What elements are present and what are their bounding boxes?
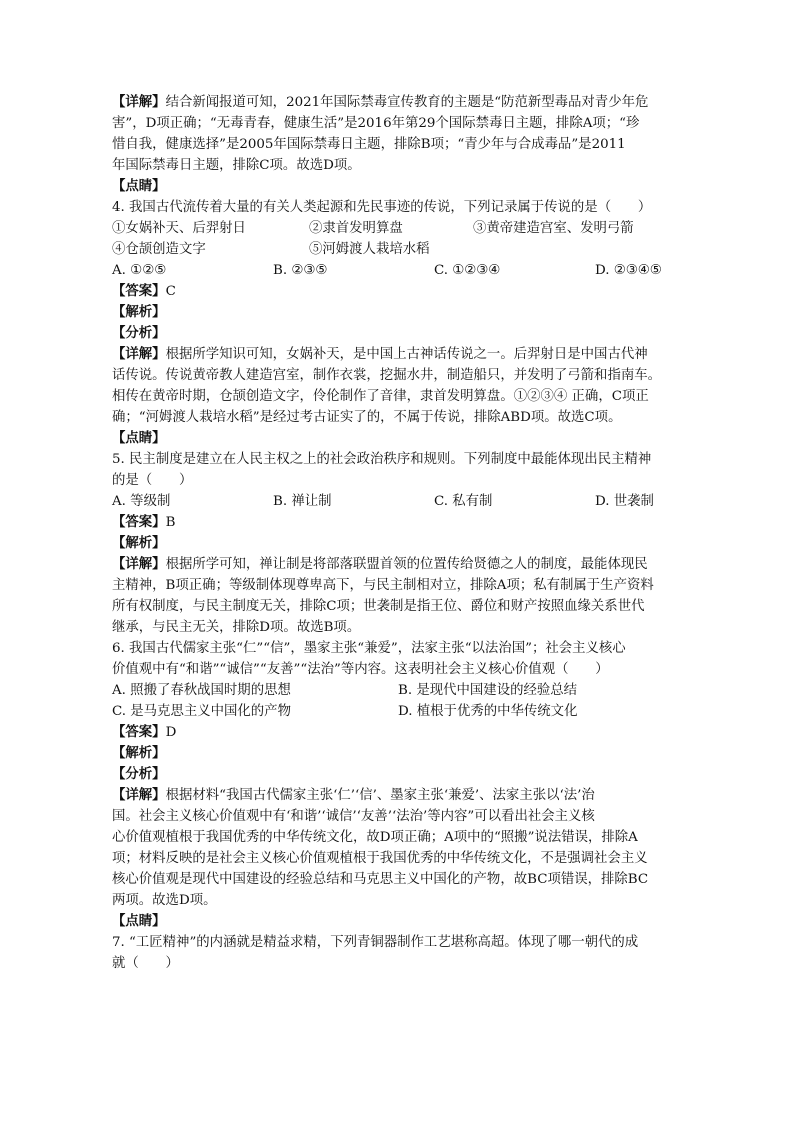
detail-tag: 【详解】 [112, 557, 166, 572]
detail-text: 国。社会主义核心价值观中有‘和谐’‘诚信’‘友善’‘法治’等内容”可以看出社会主义核 [112, 809, 595, 824]
question-stem: 价值观中有“和谐”“诚信”“友善”“法治”等内容。这表明社会主义核心价值观（ ） [112, 662, 609, 677]
option-a: A. 等级制 [112, 494, 171, 509]
option-b: B. 是现代中国建设的经验总结 [398, 683, 578, 698]
answer-value: D [165, 725, 177, 740]
detail-text: 两项。故选D项。 [112, 893, 217, 908]
option-b: B. ②③⑤ [273, 263, 328, 278]
question-stem: 就（ ） [112, 956, 179, 971]
question-stem: 4. 我国古代流传着大量的有关人类起源和先民事迹的传说，下列记录属于传说的是（ ） [112, 200, 652, 215]
option-b: B. 禅让制 [273, 494, 332, 509]
document-page [112, 92, 684, 974]
question-4 [112, 197, 684, 449]
detail-text: 核心价值观是现代中国建设的经验总结和马克思主义中国化的产物，故BC项错误，排除BC [112, 872, 649, 887]
comment-tag: 【点睛】 [112, 914, 166, 929]
analysis-tag: 【解析】 [112, 746, 166, 761]
statement-items-row [112, 218, 684, 239]
answer-options [112, 491, 684, 512]
question-stem: 6. 我国古代儒家主张“仁”“信”，墨家主张“兼爱”，法家主张“以法治国”；社会主义核心 [112, 641, 626, 656]
detail-text: 害”，D项正确；“无毒青春，健康生活”是2016年第29个国际禁毒日主题，排除A项；“珍 [112, 116, 640, 131]
detail-text: 惜自我，健康选择”是2005年国际禁毒日主题，排除B项；“青少年与合成毒品”是2011 [112, 137, 626, 152]
detail-text: 项；材料反映的是社会主义核心价值观植根于我国优秀的中华传统文化，不是强调社会主义 [112, 851, 648, 866]
option-c: C. 是马克思主义中国化的产物 [112, 704, 291, 719]
analysis-tag: 【解析】 [112, 536, 166, 551]
question-6 [112, 638, 684, 932]
detail-text: 结合新闻报道可知，2021年国际禁毒宣传教育的主题是“防范新型毒品对青少年危 [165, 95, 649, 110]
option-c: C. 私有制 [434, 494, 493, 509]
detail-tag: 【详解】 [112, 788, 166, 803]
option-d: D. 植根于优秀的中华传统文化 [398, 704, 578, 719]
statement-items-row [112, 239, 684, 260]
detail-text: 主精神，B项正确；等级制体现尊卑高下，与民主制相对立，排除A项；私有制属于生产资料 [112, 578, 654, 593]
analysis-tag: 【解析】 [112, 305, 166, 320]
comment-tag: 【点睛】 [112, 431, 166, 446]
question-stem: 5. 民主制度是建立在人民主权之上的社会政治秩序和规则。下列制度中最能体现出民主精神 [112, 452, 652, 467]
detail-text: 所有权制度，与民主制度无关，排除C项；世袭制是指王位、爵位和财产按照血缘关系世代 [112, 599, 645, 614]
detail-text: 根据所学知识可知，女娲补天，是中国上古神话传说之一。后羿射日是中国古代神 [165, 347, 648, 362]
option-c: C. ①②③④ [434, 263, 501, 278]
answer-options [112, 260, 684, 281]
comment-tag: 【点睛】 [112, 179, 166, 194]
detail-text: 相传在黄帝时期，仓颉创造文字，伶伦制作了音律，隶首发明算盘。①②③④ 正确，C项正 [112, 389, 649, 404]
answer-tag: 【答案】 [112, 725, 166, 740]
answer-options [112, 701, 684, 722]
detail-text: 根据材料“我国古代儒家主张‘仁’‘信’、墨家主张‘兼爱’、法家主张以‘法’治 [165, 788, 595, 803]
answer-options [112, 680, 684, 701]
question-stem: 7. “工匠精神”的内涵就是精益求精，下列青铜器制作工艺堪称高超。体现了哪一朝代的成 [112, 935, 639, 950]
detail-tag: 【详解】 [112, 347, 166, 362]
statement-item: ④仓颉创造文字 [112, 242, 206, 257]
answer-value: B [165, 515, 176, 530]
statement-item: ③黄帝建造宫室、发明弓箭 [473, 221, 634, 236]
statement-item: ①女娲补天、后羿射日 [112, 221, 246, 236]
statement-item: ②隶首发明算盘 [309, 221, 403, 236]
answer-tag: 【答案】 [112, 284, 166, 299]
analyze-tag: 【分析】 [112, 767, 166, 782]
question-7 [112, 932, 684, 974]
answer-tag: 【答案】 [112, 515, 166, 530]
detail-tag: 【详解】 [112, 95, 166, 110]
option-d: D. ②③④⑤ [595, 263, 662, 278]
detail-text: 根据所学可知，禅让制是将部落联盟首领的位置传给贤德之人的制度，最能体现民 [165, 557, 648, 572]
analyze-tag: 【分析】 [112, 326, 166, 341]
detail-text: 继承，与民主无关，排除D项。故选B项。 [112, 620, 361, 635]
detail-text: 确；“河姆渡人栽培水稻”是经过考古证实了的，不属于传说，排除ABD项。故选C项。 [112, 410, 622, 425]
option-d: D. 世袭制 [595, 494, 654, 509]
detail-text: 话传说。传说黄帝教人建造宫室，制作衣裳，挖掘水井，制造船只，并发明了弓箭和指南车。 [112, 368, 662, 383]
statement-item: ⑤河姆渡人栽培水稻 [309, 242, 430, 257]
detail-text: 心价值观植根于我国优秀的中华传统文化，故D项正确；A项中的“照搬”说法错误，排除A [112, 830, 638, 845]
option-a: A. ①②⑤ [112, 263, 167, 278]
question-5 [112, 449, 684, 638]
option-a: A. 照搬了春秋战国时期的思想 [112, 683, 291, 698]
detail-text: 年国际禁毒日主题，排除C项。故选D项。 [112, 158, 361, 173]
q3-detail [112, 92, 684, 176]
question-stem: 的是（ ） [112, 473, 193, 488]
answer-value: C [165, 284, 176, 299]
